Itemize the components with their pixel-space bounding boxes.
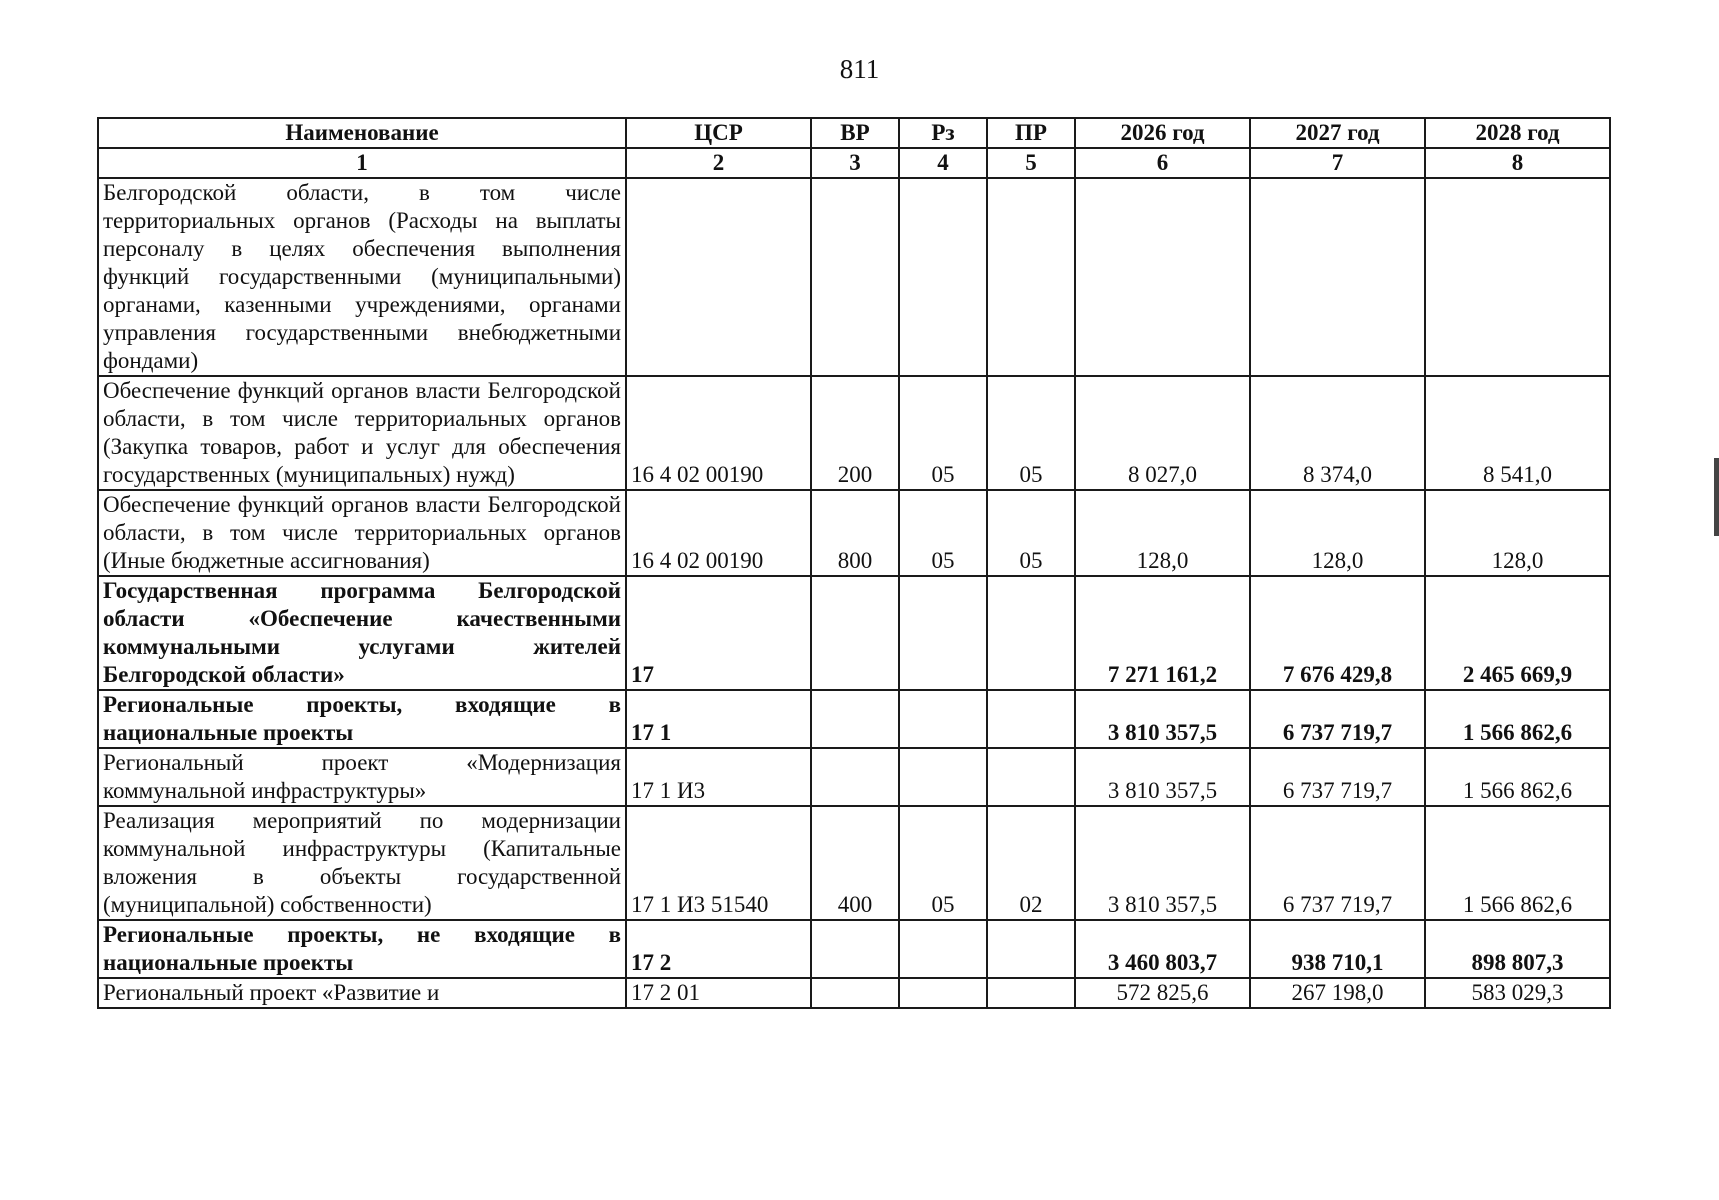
row-2027: 6 737 719,7 [1250,806,1425,920]
row-2027: 6 737 719,7 [1250,748,1425,806]
header-2028: 2028 год [1425,118,1610,148]
row-2027: 7 676 429,8 [1250,576,1425,690]
header-name: Наименование [98,118,626,148]
row-2026: 3 810 357,5 [1075,806,1250,920]
row-pr [987,978,1075,1008]
header-2027: 2027 год [1250,118,1425,148]
row-pr [987,178,1075,376]
header-csr: ЦСР [626,118,811,148]
row-2027: 938 710,1 [1250,920,1425,978]
row-csr: 17 2 [626,920,811,978]
row-pr: 02 [987,806,1075,920]
row-csr: 16 4 02 00190 [626,376,811,490]
row-2026 [1075,178,1250,376]
row-vr [811,576,899,690]
column-number: 7 [1250,148,1425,178]
row-vr [811,690,899,748]
row-vr: 200 [811,376,899,490]
row-csr [626,178,811,376]
table-row [98,576,1610,690]
table-row [98,690,1610,748]
row-2028: 898 807,3 [1425,920,1610,978]
header-rz: Рз [899,118,987,148]
row-2027: 6 737 719,7 [1250,690,1425,748]
row-2026: 8 027,0 [1075,376,1250,490]
row-name: Реализация мероприятий по модернизации коммунальной инфраструктуры (Капитальные вложения в объекты государственной (муниципальной) собственности) [98,806,626,920]
row-2028: 1 566 862,6 [1425,690,1610,748]
row-rz: 05 [899,376,987,490]
row-pr [987,690,1075,748]
row-2026: 3 810 357,5 [1075,690,1250,748]
row-2026: 128,0 [1075,490,1250,576]
row-name: Государственная программа Белгородской области «Обеспечение качественными коммунальными услугами жителей Белгородской области» [98,576,626,690]
row-2026: 3 810 357,5 [1075,748,1250,806]
row-csr: 17 1 [626,690,811,748]
column-number: 4 [899,148,987,178]
row-vr [811,978,899,1008]
row-2028: 128,0 [1425,490,1610,576]
row-2028: 1 566 862,6 [1425,806,1610,920]
column-number: 3 [811,148,899,178]
row-vr: 400 [811,806,899,920]
row-rz: 05 [899,490,987,576]
row-2028: 8 541,0 [1425,376,1610,490]
row-name: Региональный проект «Модернизация коммунальной инфраструктуры» [98,748,626,806]
row-2027: 267 198,0 [1250,978,1425,1008]
budget-table [97,117,1611,1009]
row-2028 [1425,178,1610,376]
table-row [98,806,1610,920]
header-vr: ВР [811,118,899,148]
row-2026: 572 825,6 [1075,978,1250,1008]
column-number: 6 [1075,148,1250,178]
row-name: Обеспечение функций органов власти Белгородской области, в том числе территориальных органов (Закупка товаров, работ и услуг для обеспечения государственных (муниципальных) нужд) [98,376,626,490]
row-name: Региональные проекты, входящие в национальные проекты [98,690,626,748]
column-number: 1 [98,148,626,178]
row-2027: 8 374,0 [1250,376,1425,490]
row-vr [811,178,899,376]
page-number: 811 [839,54,880,84]
row-pr [987,576,1075,690]
column-number: 8 [1425,148,1610,178]
table-row [98,178,1610,376]
table-row [98,748,1610,806]
row-pr: 05 [987,490,1075,576]
row-name: Региональные проекты, не входящие в национальные проекты [98,920,626,978]
row-name: Белгородской области, в том числе территориальных органов (Расходы на выплаты персоналу в целях обеспечения выполнения функций государственными (муниципальными) органами, казенными учреждениями, органами управления государственными внебюджетными фондами) [98,178,626,376]
row-rz [899,690,987,748]
column-number: 2 [626,148,811,178]
row-pr [987,748,1075,806]
row-csr: 17 [626,576,811,690]
table-body [98,178,1610,1008]
row-csr: 16 4 02 00190 [626,490,811,576]
column-number: 5 [987,148,1075,178]
table-row [98,376,1610,490]
row-2027: 128,0 [1250,490,1425,576]
row-name: Региональный проект «Развитие и [98,978,626,1008]
row-csr: 17 1 И3 [626,748,811,806]
row-vr [811,920,899,978]
row-rz [899,178,987,376]
table-row [98,920,1610,978]
header-2026: 2026 год [1075,118,1250,148]
row-2027 [1250,178,1425,376]
row-vr: 800 [811,490,899,576]
row-rz: 05 [899,806,987,920]
column-number-row [98,148,1610,178]
row-2026: 3 460 803,7 [1075,920,1250,978]
row-pr: 05 [987,376,1075,490]
row-csr: 17 2 01 [626,978,811,1008]
row-rz [899,748,987,806]
row-rz [899,978,987,1008]
row-2028: 2 465 669,9 [1425,576,1610,690]
row-name: Обеспечение функций органов власти Белгородской области, в том числе территориальных органов (Иные бюджетные ассигнования) [98,490,626,576]
header-pr: ПР [987,118,1075,148]
row-2028: 583 029,3 [1425,978,1610,1008]
row-vr [811,748,899,806]
row-rz [899,920,987,978]
row-pr [987,920,1075,978]
scan-edge-mark [1714,458,1719,536]
table-row [98,490,1610,576]
row-2026: 7 271 161,2 [1075,576,1250,690]
row-2028: 1 566 862,6 [1425,748,1610,806]
row-rz [899,576,987,690]
header-row [98,118,1610,148]
table-row [98,978,1610,1008]
row-csr: 17 1 И3 51540 [626,806,811,920]
